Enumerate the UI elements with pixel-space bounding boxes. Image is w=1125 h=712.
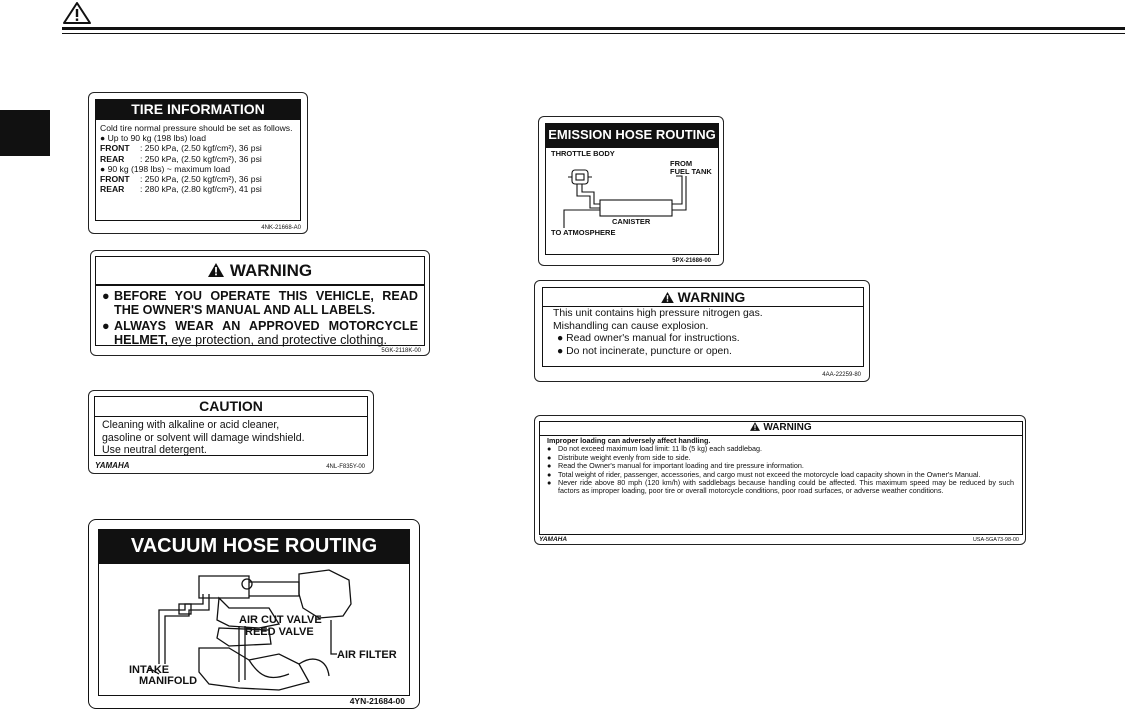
- to-atmosphere-label: TO ATMOSPHERE: [551, 228, 616, 237]
- warning-title: [543, 289, 863, 305]
- rear-value: : 280 kPa, (2.80 kgf/cm²), 41 psi: [140, 184, 262, 195]
- warning-title: [540, 422, 1022, 433]
- tire-row-front1: [100, 143, 296, 153]
- caution-label: [88, 390, 374, 474]
- bullet-text: Read the Owner's manual for important loading and tire pressure information.: [558, 461, 804, 471]
- front-value: : 250 kPa, (2.50 kgf/cm²), 36 psi: [140, 174, 262, 185]
- warning-item-bold: ALWAYS WEAR AN APPROVED MOTORCYCLE HELMET,: [114, 319, 418, 347]
- bullet: ●: [547, 469, 552, 479]
- warning-title: [96, 261, 424, 281]
- divider: [543, 306, 863, 307]
- header-rule-thin: [62, 33, 1125, 34]
- bullet: ●: [102, 289, 110, 303]
- bullet: ●: [547, 452, 552, 462]
- air-filter-label: AIR FILTER: [337, 649, 397, 661]
- rear-label: REAR: [100, 153, 125, 164]
- vacuum-diagram: [98, 563, 410, 696]
- bullet: ●: [547, 461, 552, 471]
- tire-title: TIRE INFORMATION: [95, 99, 301, 119]
- warning-triangle-icon: [661, 292, 674, 303]
- tire-body: [95, 119, 301, 221]
- reed-valve-label: REED VALVE: [245, 626, 314, 638]
- tire-load1: ● Up to 90 kg (198 lbs) load: [100, 133, 206, 144]
- warning-frame: [539, 421, 1023, 535]
- bullet: ●: [102, 319, 110, 333]
- warning-item-rest: eye protection, and protective clothing.: [167, 333, 387, 347]
- throttle-body-label: THROTTLE BODY: [551, 149, 615, 158]
- warning1-part-code: 5GK-2118K-00: [381, 348, 421, 354]
- warning-triangle-icon: [208, 263, 224, 277]
- bullet: ●: [547, 444, 552, 454]
- brand-logo: YAMAHA: [95, 461, 130, 470]
- bullet-text: Never ride above 80 mph (120 km/h) with saddlebags because handling could be affected. This maximum speed may be reduced by such factors as improper loading, poor tire or overall motorcycle conditions, poor road surfaces, or adverse weather conditions.: [558, 478, 1014, 496]
- caution-part-code: 4NL-F835Y-00: [326, 464, 365, 470]
- front-value: : 250 kPa, (2.50 kgf/cm²), 36 psi: [140, 143, 262, 154]
- warning-line: This unit contains high pressure nitrogen gas.: [553, 308, 763, 319]
- caution-line: Use neutral detergent.: [102, 444, 207, 456]
- warning-text: [547, 437, 1014, 496]
- tire-row-front2: [100, 174, 296, 184]
- intake-label: INTAKE: [129, 664, 170, 676]
- caution-line: Cleaning with alkaline or acid cleaner,: [102, 419, 280, 431]
- warning-bullet: ● Do not incinerate, puncture or open.: [557, 345, 732, 357]
- canister-label: CANISTER: [612, 217, 651, 226]
- saddlebag-warning-label: [534, 415, 1026, 545]
- tire-row-rear2: [100, 184, 296, 194]
- rear-label: REAR: [100, 184, 125, 195]
- warning-title-text: WARNING: [229, 261, 313, 280]
- nitrogen-warning-label: [534, 280, 870, 382]
- canister-hose-diagram: [546, 148, 718, 254]
- front-label: FRONT: [100, 174, 130, 185]
- caution-line: gasoline or solvent will damage windshield.: [102, 431, 305, 444]
- divider: [95, 416, 367, 417]
- vacuum-part-code: 4YN-21684-00: [349, 696, 405, 706]
- tire-row-rear1: [100, 154, 296, 164]
- warning-triangle-icon: [62, 1, 92, 25]
- bullet-text: Distribute weight evenly from side to side.: [558, 452, 691, 462]
- chapter-tab: [0, 110, 50, 156]
- from-label: FROM: [670, 159, 693, 168]
- divider: [96, 284, 424, 286]
- vacuum-title: VACUUM HOSE ROUTING: [98, 529, 410, 563]
- bullet-text: Do not exceed maximum load limit: 11 lb (5 kg) each saddlebag.: [558, 444, 763, 454]
- tire-intro: Cold tire normal pressure should be set as follows.: [100, 123, 293, 133]
- warning-item: [102, 319, 418, 347]
- tire-part-code: 4NK-21668-A0: [261, 225, 301, 231]
- header-rule: [62, 27, 1125, 30]
- emission-title: EMISSION HOSE ROUTING: [545, 123, 719, 147]
- warning-frame: [542, 287, 864, 367]
- emission-diagram: [545, 147, 719, 255]
- fuel-tank-label: FUEL TANK: [670, 167, 712, 176]
- warning-bullet: ● Read owner's manual for instructions.: [557, 333, 740, 344]
- warning-item-text: BEFORE YOU OPERATE THIS VEHICLE, READ THE OWNER'S MANUAL AND ALL LABELS.: [114, 289, 418, 317]
- caution-title: CAUTION: [199, 398, 263, 414]
- tire-load2: ● 90 kg (198 lbs) ~ maximum load: [100, 163, 231, 174]
- emission-part-code: 5PX-21686-00: [672, 258, 711, 264]
- warning-heading: Improper loading can adversely affect handling.: [547, 436, 711, 445]
- vacuum-hose-routing-label: [88, 519, 420, 709]
- warning-triangle-icon: [750, 422, 760, 431]
- tire-information-label: [88, 92, 308, 234]
- warning-title-text: WARNING: [763, 422, 812, 433]
- bullet: ●: [547, 478, 552, 488]
- warning-item-text: [114, 319, 418, 347]
- operation-warning-label: [90, 250, 430, 356]
- manifold-label: MANIFOLD: [139, 675, 198, 687]
- rear-value: : 250 kPa, (2.50 kgf/cm²), 36 psi: [140, 153, 262, 164]
- warning2-part-code: 4AA-22259-80: [822, 372, 861, 378]
- caution-frame: [94, 396, 368, 456]
- brand-logo: YAMAHA: [539, 536, 568, 543]
- front-label: FRONT: [100, 143, 130, 154]
- warning-item: [102, 289, 418, 317]
- warning-text: [553, 308, 858, 358]
- warning-frame: [95, 256, 425, 346]
- warning-title-text: WARNING: [677, 289, 746, 305]
- air-cut-valve-label: AIR CUT VALVE: [239, 614, 322, 626]
- warning-bullet: [547, 479, 1014, 496]
- bullet-text: Total weight of rider, passenger, accessories, and cargo must not exceed the motorcycle load capacity shown in the Owner's Manual.: [558, 469, 981, 479]
- emission-hose-routing-label: [538, 116, 724, 266]
- warning-line: Mishandling can cause explosion.: [553, 320, 709, 332]
- warning3-part-code: USA-5GA73-98-00: [972, 537, 1019, 543]
- warning-items: [102, 289, 418, 349]
- caution-text: [102, 419, 362, 457]
